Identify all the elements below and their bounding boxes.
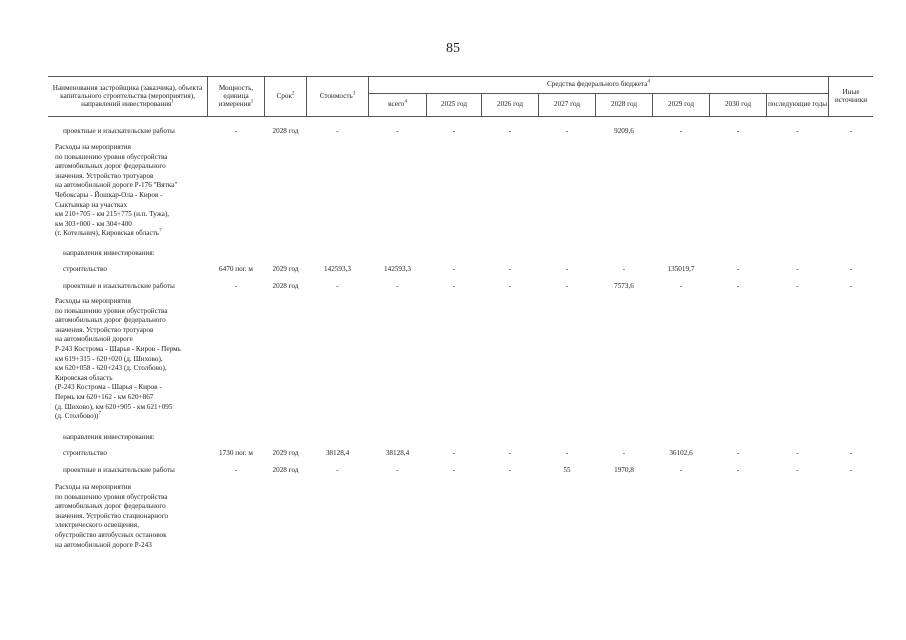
cell-term: 2028 год (272, 466, 299, 474)
cell-2025: - (452, 449, 456, 457)
table-row (0, 282, 906, 291)
directions-label-row (0, 249, 906, 258)
row-label: проектные и изыскательские работы (63, 466, 175, 474)
cell-2030: - (736, 449, 740, 457)
header-name: Наименования застройщика (заказчика), объекта капитального строительства (мероприятия), направлений инвестирования$^1$ (52, 83, 203, 109)
cell-2030: - (736, 265, 740, 273)
cell-2025: - (452, 466, 456, 474)
cell-total: - (396, 466, 399, 474)
cell-2026: - (508, 466, 512, 474)
row-label: проектные и изыскательские работы (63, 282, 175, 290)
header-year-2026: 2026 год (497, 100, 523, 109)
cell-later: - (796, 265, 799, 273)
cell-term: 2029 год (272, 449, 299, 457)
cell-2027: - (565, 449, 569, 457)
table-row (0, 127, 906, 136)
cell-capacity: 1730 пог. м (219, 449, 253, 457)
cell-2027: - (565, 265, 569, 273)
cell-2029: - (679, 466, 683, 474)
cell-capacity: 6470 пог. м (219, 265, 253, 273)
cell-2026: - (508, 127, 512, 135)
table-row (0, 449, 906, 458)
cell-2027: - (565, 127, 569, 135)
cell-other: - (849, 265, 853, 273)
cell-term: 2028 год (272, 282, 299, 290)
cell-2029: - (679, 282, 683, 290)
cell-2026: - (508, 282, 512, 290)
cell-2028: 1970,8 (614, 466, 634, 474)
cell-2028: - (622, 449, 626, 457)
cell-total: - (396, 282, 399, 290)
cell-other: - (849, 127, 853, 135)
cell-2025: - (452, 265, 456, 273)
cell-other: - (849, 282, 853, 290)
header-year-2028: 2028 год (611, 100, 637, 109)
header-capacity: Мощность, единица измерения$^1$ (218, 83, 254, 109)
cell-cost: - (336, 127, 339, 135)
cell-2030: - (736, 127, 740, 135)
cell-total: - (396, 127, 399, 135)
cell-2027: - (565, 282, 569, 290)
header-year-2025: 2025 год (441, 100, 467, 109)
row-label: проектные и изыскательские работы (63, 127, 175, 135)
header-year-2027: 2027 год (554, 100, 580, 109)
row-label: строительство (63, 265, 107, 273)
header-other-sources: Иные источники (834, 87, 868, 104)
header-term: Срок$^2$ (276, 91, 295, 100)
cell-2026: - (508, 449, 512, 457)
cell-later: - (796, 127, 799, 135)
header-later-years: последующие годы (767, 100, 828, 109)
cell-total: 142593,3 (384, 265, 411, 273)
table-row (0, 466, 906, 475)
cell-2028: - (622, 265, 626, 273)
cell-cost: 142593,3 (324, 265, 351, 273)
cell-2028: 9209,6 (614, 127, 634, 135)
cell-other: - (849, 449, 853, 457)
cell-2029: 36102,6 (669, 449, 693, 457)
cell-later: - (796, 282, 799, 290)
directions-label: направления инвестирования: (63, 433, 155, 441)
directions-label: направления инвестирования: (63, 249, 155, 257)
cell-later: - (796, 449, 799, 457)
cell-2030: - (736, 466, 740, 474)
header-year-2029: 2029 год (668, 100, 694, 109)
cell-2025: - (452, 282, 456, 290)
cell-2030: - (736, 282, 740, 290)
header-year-2030: 2030 год (725, 100, 751, 109)
cell-2026: - (508, 265, 512, 273)
page-number: 85 (446, 41, 460, 56)
cell-capacity: - (234, 282, 238, 290)
cell-cost: - (336, 282, 339, 290)
table-row (0, 265, 906, 274)
cell-2029: - (679, 127, 683, 135)
description-block: Расходы на мероприятия по повышению уровня обустройства автомобильных дорог федерального значения. Устройство стационарного электрического освещения, обустройство автобусных остановок на автомобильной дороге Р-243 (55, 483, 169, 549)
header-total: всего$^4$ (388, 99, 407, 109)
cell-capacity: - (234, 466, 238, 474)
cell-2025: - (452, 127, 456, 135)
cell-term: 2028 год (272, 127, 299, 135)
description-block: Расходы на мероприятия по повышению уровня обустройства автомобильных дорог федерального значения. Устройство тротуаров на автомобильной дороге Р-243 Кострома - Шарья - Киров - Пермь км 619+315 - 620+020 (д. Шихово), км 620+058 - 620+243 (д. Столбово), Кировская область (Р-243 Кострома - Шарья - Киров - Пермь км 620+162 - км 620+867 (д. Шихово), км 620+905 - км 621+095 (д. Столбово))$^7$ (55, 297, 181, 421)
cell-cost: - (336, 466, 339, 474)
cell-2029: 135019,7 (667, 265, 695, 273)
cell-total: 38128,4 (385, 449, 410, 457)
row-label: строительство (63, 449, 107, 457)
cell-2027: 55 (563, 466, 571, 474)
header-cost: Стоимость$^3$ (319, 91, 356, 100)
cell-other: - (849, 466, 853, 474)
description-block: Расходы на мероприятия по повышению уровня обустройства автомобильных дорог федерального значения. Устройство тротуаров на автомобильной дороге Р-176 "Вятка" Чебоксары - Йошкар-Ола - Киров - Сыктывкар на участках км 210+705 - км 215+775 (н.п. Тужа), км 303+000 - км 304+400 (г. Котельнич), Кировская область$^7$ (55, 143, 178, 238)
header-federal: Средства федерального бюджета$^4$ (547, 79, 650, 89)
cell-term: 2029 год (272, 265, 299, 273)
cell-cost: 38128,4 (325, 449, 350, 457)
cell-later: - (796, 466, 799, 474)
directions-label-row (0, 433, 906, 442)
cell-capacity: - (234, 127, 238, 135)
cell-2028: 7573,6 (614, 282, 634, 290)
